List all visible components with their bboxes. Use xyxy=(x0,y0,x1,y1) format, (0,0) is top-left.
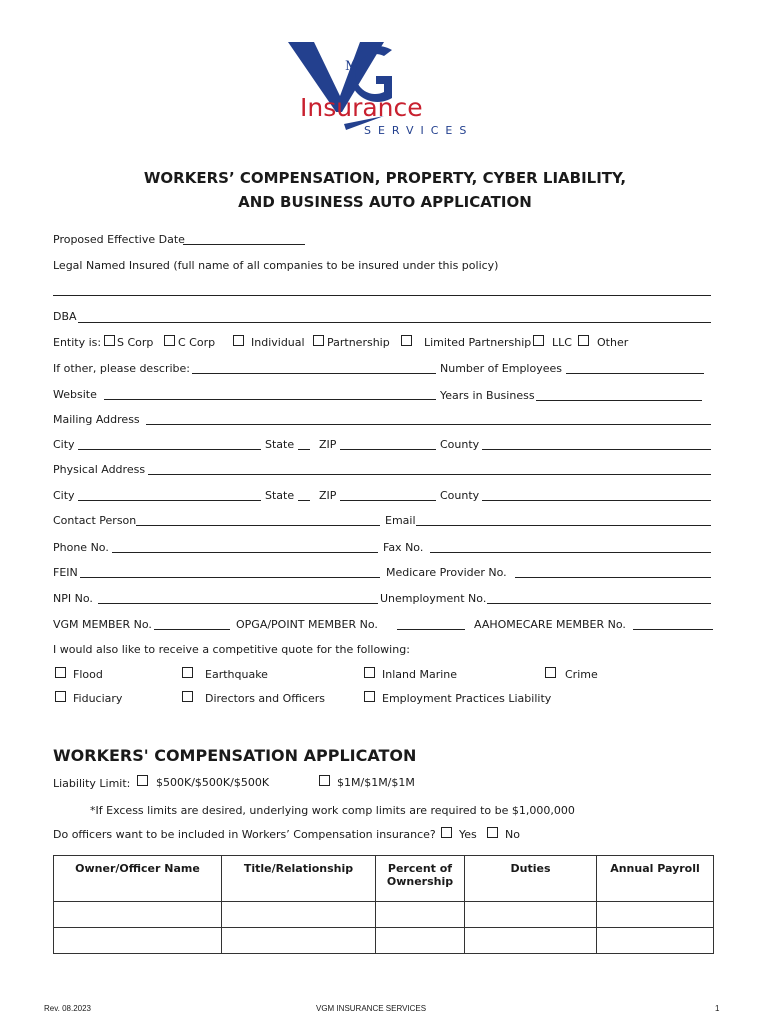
c-corp-label: C Corp xyxy=(178,336,216,349)
directors-officers-label: Directors and Officers xyxy=(205,692,325,705)
vgm-member-field[interactable] xyxy=(154,629,230,630)
limit-1m-checkbox[interactable] xyxy=(319,775,330,786)
table-row xyxy=(54,902,714,928)
c-corp-checkbox[interactable] xyxy=(164,335,175,346)
table-cell[interactable] xyxy=(597,928,714,954)
phone-field[interactable] xyxy=(112,552,378,553)
city-label-2: City xyxy=(53,489,75,502)
limit-1m-label: $1M/$1M/$1M xyxy=(337,776,415,789)
fiduciary-label: Fiduciary xyxy=(73,692,123,705)
footer-center: VGM INSURANCE SERVICES xyxy=(316,1004,427,1013)
table-cell[interactable] xyxy=(54,902,222,928)
owner-officer-table xyxy=(53,855,714,954)
other-describe-label: If other, please describe: xyxy=(53,362,191,375)
state-field-1[interactable] xyxy=(298,449,310,450)
excess-note: *If Excess limits are desired, underlying work comp limits are required to be $1,000,000 xyxy=(90,804,575,817)
table-cell[interactable] xyxy=(465,928,597,954)
epl-checkbox[interactable] xyxy=(364,691,375,702)
footer-page-number: 1 xyxy=(715,1004,720,1013)
contact-person-label: Contact Person xyxy=(53,514,137,527)
dba-label: DBA xyxy=(53,310,77,323)
table-header-row xyxy=(54,856,714,902)
vgm-logo xyxy=(284,40,494,140)
llc-label: LLC xyxy=(552,336,572,349)
effective-date-field[interactable] xyxy=(183,244,305,245)
table-cell[interactable] xyxy=(222,902,376,928)
phone-label: Phone No. xyxy=(53,541,109,554)
limited-partnership-label: Limited Partnership xyxy=(424,336,532,349)
llc-checkbox[interactable] xyxy=(533,335,544,346)
epl-label: Employment Practices Liability xyxy=(382,692,552,705)
col-header-payroll: Annual Payroll xyxy=(597,856,714,902)
city-label-1: City xyxy=(53,438,75,451)
legal-name-label: Legal Named Insured (full name of all companies to be insured under this policy) xyxy=(53,259,499,272)
partnership-label: Partnership xyxy=(327,336,390,349)
years-business-field[interactable] xyxy=(536,400,702,401)
flood-checkbox[interactable] xyxy=(55,667,66,678)
col-header-percent: Percent of Ownership xyxy=(376,856,465,902)
legal-name-field[interactable] xyxy=(53,295,711,296)
opga-member-field[interactable] xyxy=(397,629,465,630)
individual-label: Individual xyxy=(251,336,305,349)
officers-no-label: No xyxy=(505,828,520,841)
medicare-label: Medicare Provider No. xyxy=(386,566,507,579)
footer-rev: Rev. 08.2023 xyxy=(44,1004,91,1013)
form-title-line1: WORKERS’ COMPENSATION, PROPERTY, CYBER LIABILITY, xyxy=(143,169,627,187)
s-corp-label: S Corp xyxy=(117,336,154,349)
table-cell[interactable] xyxy=(222,928,376,954)
wc-heading: WORKERS' COMPENSATION APPLICATON xyxy=(53,746,417,765)
crime-label: Crime xyxy=(565,668,598,681)
inland-marine-checkbox[interactable] xyxy=(364,667,375,678)
email-field[interactable] xyxy=(416,525,711,526)
directors-officers-checkbox[interactable] xyxy=(182,691,193,702)
num-employees-label: Number of Employees xyxy=(440,362,562,375)
state-label-2: State xyxy=(265,489,295,502)
earthquake-label: Earthquake xyxy=(205,668,268,681)
city-field-2[interactable] xyxy=(78,500,261,501)
col-header-duties: Duties xyxy=(465,856,597,902)
unemployment-label: Unemployment No. xyxy=(380,592,487,605)
other-checkbox[interactable] xyxy=(578,335,589,346)
liability-limit-label: Liability Limit: xyxy=(53,777,131,790)
county-field-1[interactable] xyxy=(482,449,711,450)
table-cell[interactable] xyxy=(376,928,465,954)
website-field[interactable] xyxy=(104,399,436,400)
limit-500k-checkbox[interactable] xyxy=(137,775,148,786)
county-label-1: County xyxy=(440,438,480,451)
zip-field-1[interactable] xyxy=(340,449,436,450)
table-row xyxy=(54,928,714,954)
npi-label: NPI No. xyxy=(53,592,93,605)
inland-marine-label: Inland Marine xyxy=(382,668,458,681)
aahomecare-member-label: AAHOMECARE MEMBER No. xyxy=(474,618,626,631)
website-label: Website xyxy=(53,388,97,401)
zip-label-2: ZIP xyxy=(319,489,337,502)
table-cell[interactable] xyxy=(465,902,597,928)
contact-person-field[interactable] xyxy=(136,525,380,526)
num-employees-field[interactable] xyxy=(566,373,704,374)
fiduciary-checkbox[interactable] xyxy=(55,691,66,702)
effective-date-label: Proposed Effective Date xyxy=(53,233,185,246)
fax-field[interactable] xyxy=(430,552,711,553)
fein-field[interactable] xyxy=(80,577,380,578)
logo-word-services: SERVICES xyxy=(364,124,474,137)
mailing-address-field[interactable] xyxy=(146,424,711,425)
logo-word-insurance: Insurance xyxy=(300,93,423,122)
npi-field[interactable] xyxy=(98,603,378,604)
fein-label: FEIN xyxy=(53,566,78,579)
zip-label-1: ZIP xyxy=(319,438,337,451)
crime-checkbox[interactable] xyxy=(545,667,556,678)
state-field-2[interactable] xyxy=(298,500,310,501)
opga-member-label: OPGA/POINT MEMBER No. xyxy=(236,618,378,631)
other-label: Other xyxy=(597,336,629,349)
flood-label: Flood xyxy=(73,668,103,681)
years-business-label: Years in Business xyxy=(440,389,535,402)
zip-field-2[interactable] xyxy=(340,500,436,501)
medicare-field[interactable] xyxy=(515,577,711,578)
state-label-1: State xyxy=(265,438,295,451)
county-field-2[interactable] xyxy=(482,500,711,501)
col-header-name: Owner/Officer Name xyxy=(54,856,222,902)
county-label-2: County xyxy=(440,489,480,502)
table-cell[interactable] xyxy=(376,902,465,928)
svg-text:M: M xyxy=(345,59,359,74)
individual-checkbox[interactable] xyxy=(233,335,244,346)
officers-yes-label: Yes xyxy=(459,828,477,841)
col-header-title: Title/Relationship xyxy=(222,856,376,902)
limited-partnership-checkbox[interactable] xyxy=(401,335,412,346)
unemployment-field[interactable] xyxy=(487,603,711,604)
officers-question: Do officers want to be included in Workers’ Compensation insurance? xyxy=(53,828,436,841)
other-describe-field[interactable] xyxy=(192,373,436,374)
dba-field[interactable] xyxy=(78,322,711,323)
city-field-1[interactable] xyxy=(78,449,261,450)
fax-label: Fax No. xyxy=(383,541,424,554)
physical-address-label: Physical Address xyxy=(53,463,146,476)
physical-address-field[interactable] xyxy=(148,474,711,475)
limit-500k-label: $500K/$500K/$500K xyxy=(156,776,270,789)
form-title-line2: AND BUSINESS AUTO APPLICATION xyxy=(238,193,532,211)
quote-prompt: I would also like to receive a competitive quote for the following: xyxy=(53,643,410,656)
mailing-address-label: Mailing Address xyxy=(53,413,140,426)
vgm-member-label: VGM MEMBER No. xyxy=(53,618,152,631)
officers-yes-checkbox[interactable] xyxy=(441,827,452,838)
officers-no-checkbox[interactable] xyxy=(487,827,498,838)
table-cell[interactable] xyxy=(597,902,714,928)
table-cell[interactable] xyxy=(54,928,222,954)
aahomecare-member-field[interactable] xyxy=(633,629,713,630)
partnership-checkbox[interactable] xyxy=(313,335,324,346)
email-label: Email xyxy=(385,514,416,527)
earthquake-checkbox[interactable] xyxy=(182,667,193,678)
entity-label: Entity is: xyxy=(53,336,102,349)
s-corp-checkbox[interactable] xyxy=(104,335,115,346)
